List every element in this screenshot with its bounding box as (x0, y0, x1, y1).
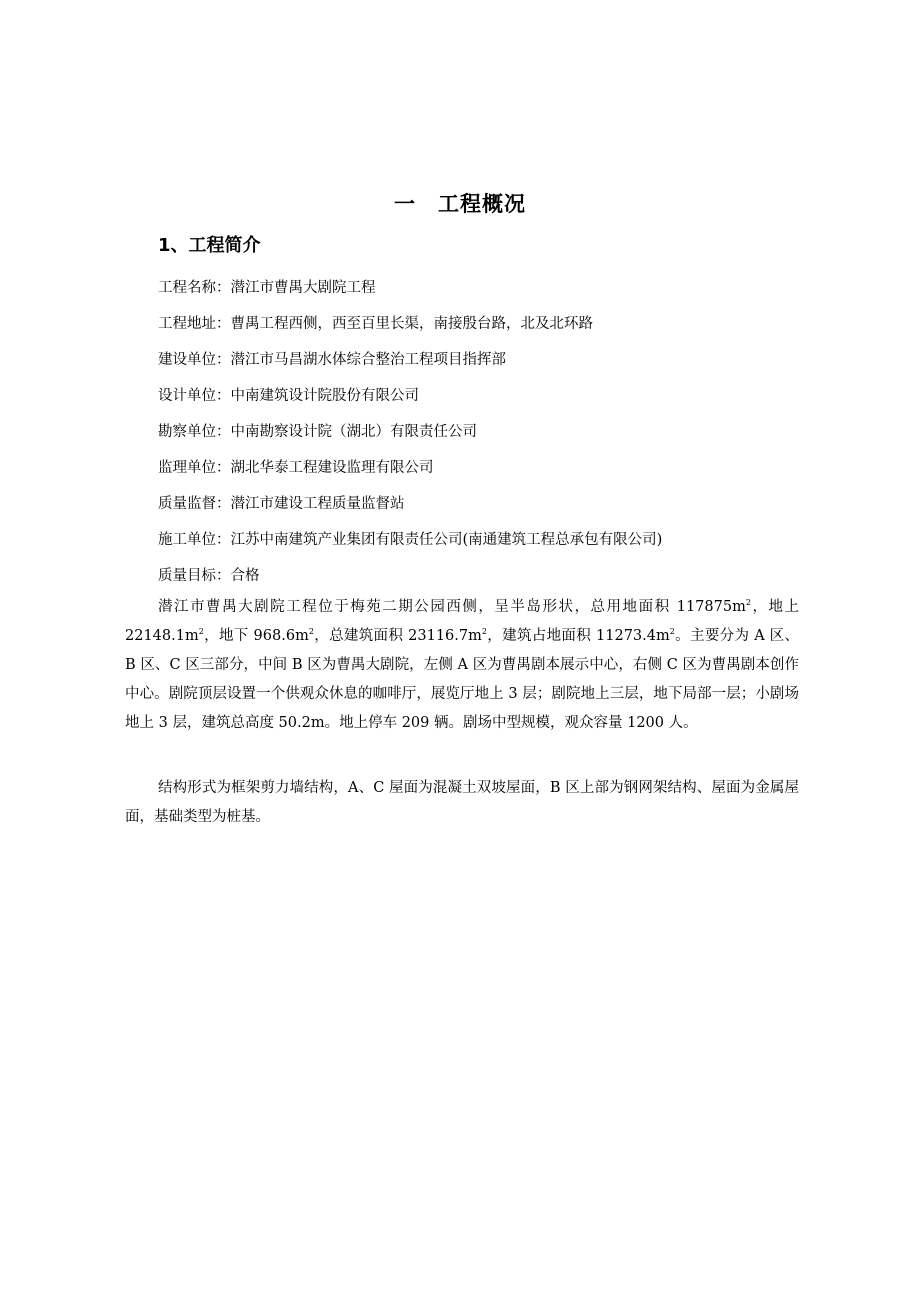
info-value: 潜江市马昌湖水体综合整治工程项目指挥部 (230, 352, 506, 368)
info-item-quality-supervision (158, 486, 838, 522)
info-label: 设计单位： (158, 388, 231, 404)
para-text: ，总建筑面积 23116.7m (313, 628, 482, 644)
section-title: 1、工程简介 (158, 235, 261, 256)
chapter-title-text: 工程概况 (438, 192, 526, 216)
superscript: 2 (198, 627, 204, 637)
info-value: 江苏中南建筑产业集团有限责任公司(南通建筑工程总承包有限公司) (230, 532, 663, 548)
info-item-surveyor (158, 414, 838, 450)
info-label: 勘察单位： (158, 424, 231, 440)
para-text: 潜江市曹禺大剧院工程位于梅苑二期公园西侧，呈半岛形状，总用地面积 117875m (158, 599, 746, 615)
info-value: 湖北华泰工程建设监理有限公司 (230, 460, 434, 476)
info-item-owner (158, 342, 838, 378)
project-description-paragraph (125, 593, 799, 738)
info-item-contractor (158, 522, 838, 558)
info-value: 潜江市建设工程质量监督站 (230, 496, 405, 512)
superscript: 2 (669, 627, 675, 637)
info-item-project-name (158, 270, 838, 306)
info-label: 建设单位： (158, 352, 231, 368)
info-value: 合格 (230, 568, 260, 584)
para-text: ，地上 22148.1m (125, 599, 799, 644)
info-value: 中南建筑设计院股份有限公司 (230, 388, 419, 404)
para-text: ，建筑占地面积 11273.4m (486, 628, 670, 644)
para-text: ，地下 968.6m (203, 628, 309, 644)
info-item-supervisor (158, 450, 838, 486)
project-info-list (158, 270, 838, 594)
superscript: 2 (481, 627, 487, 637)
superscript: 2 (308, 627, 314, 637)
info-item-project-address (158, 306, 838, 342)
info-label: 质量目标： (158, 568, 231, 584)
structure-description-paragraph: 结构形式为框架剪力墙结构，A、C 屋面为混凝土双坡屋面，B 区上部为钢网架结构、屋面为金属屋面，基础类型为桩基。 (125, 780, 799, 825)
info-value: 曹禺工程西侧，西至百里长渠，南接殷台路，北及北环路 (230, 316, 593, 332)
info-label: 质量监督： (158, 496, 231, 512)
info-label: 工程名称： (158, 280, 231, 296)
chapter-title (0, 189, 920, 219)
info-value: 中南勘察设计院（湖北）有限责任公司 (230, 424, 477, 440)
chapter-number: 一 (394, 192, 416, 216)
info-value: 潜江市曹禺大剧院工程 (230, 280, 376, 296)
info-item-quality-target (158, 558, 838, 594)
para-text: 。主要分为 A 区、B 区、C 区三部分，中间 B 区为曹禺大剧院，左侧 A 区为曹禺剧本展示中心，右侧 C 区为曹禺剧本创作中心。剧院顶层设置一个供观众休息的咖啡厅，展览厅地上 3 层；剧院地上三层，地下局部一层；小剧场地上 3 层，建筑总高度 50.2m。地上停车 209 辆。剧场中型规模，观众容量 1200 人。 (125, 628, 799, 731)
superscript: 2 (745, 598, 751, 608)
info-label: 监理单位： (158, 460, 231, 476)
info-label: 施工单位： (158, 532, 231, 548)
info-item-designer (158, 378, 838, 414)
info-label: 工程地址： (158, 316, 231, 332)
